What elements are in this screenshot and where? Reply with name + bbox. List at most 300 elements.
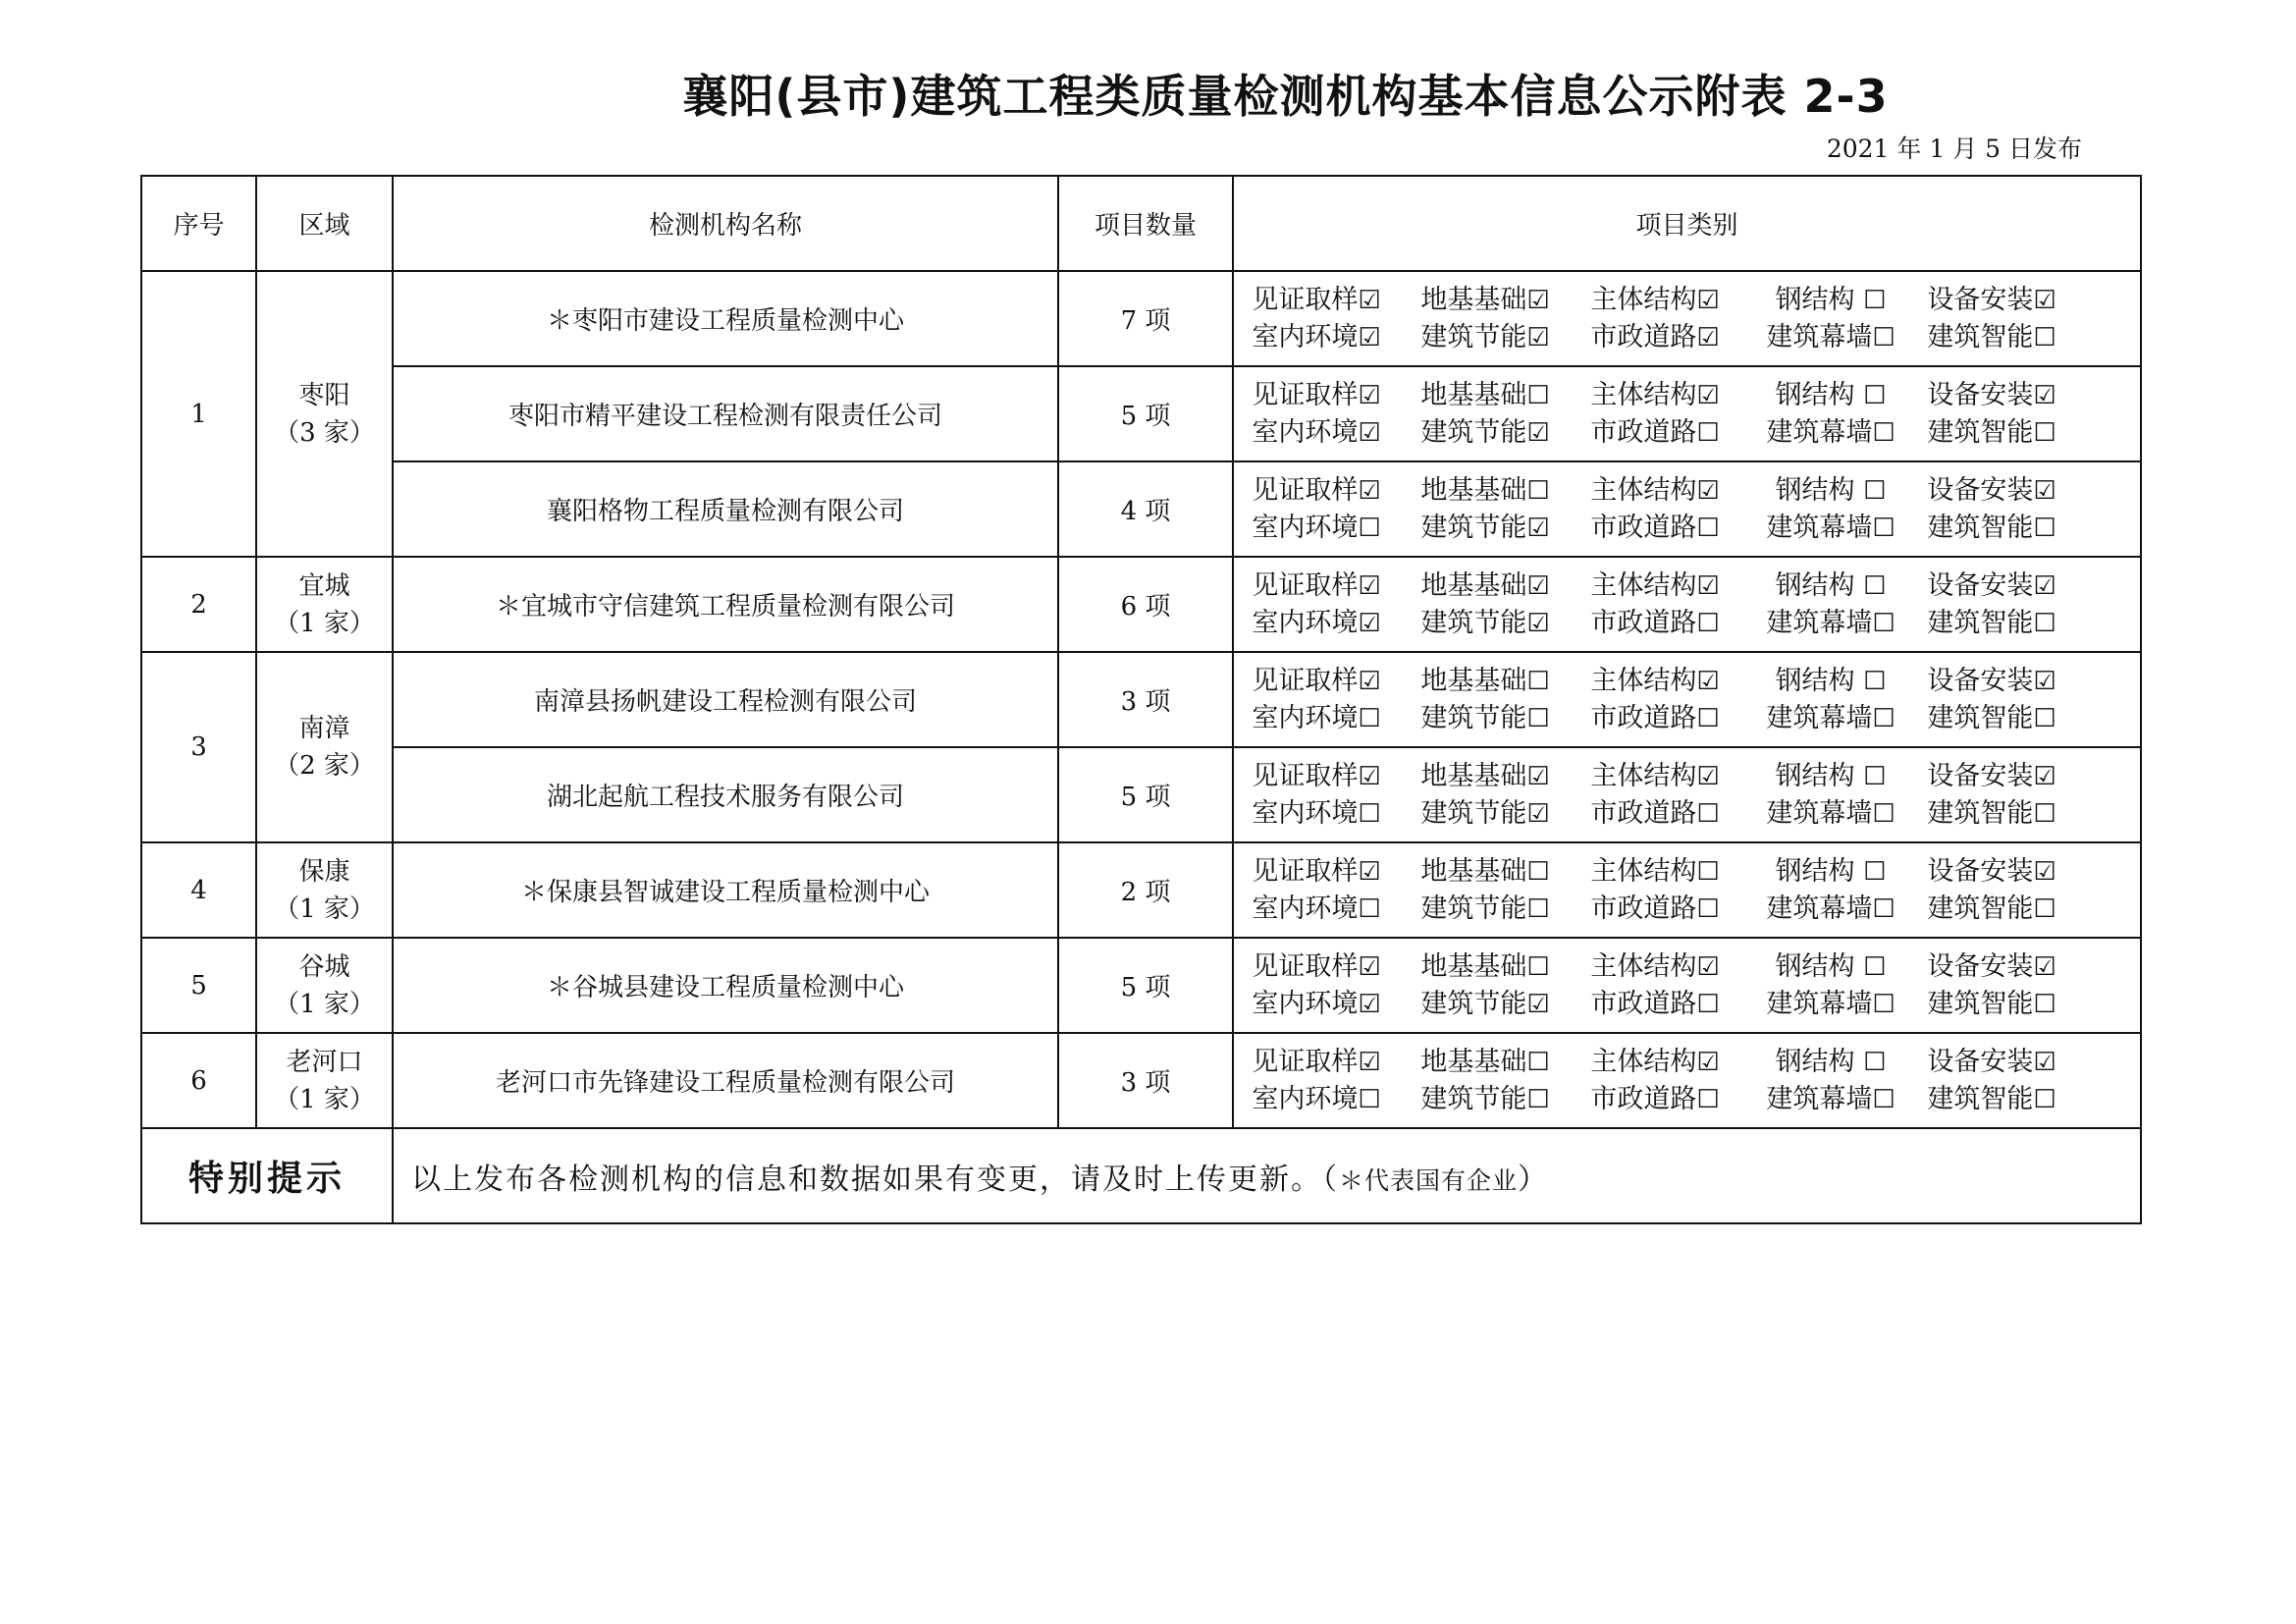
region-cell xyxy=(256,842,393,938)
category-item xyxy=(1399,665,1572,698)
category-label: 市政道路 xyxy=(1590,321,1697,352)
checked-box-icon: ☑ xyxy=(1526,322,1550,352)
checked-box-icon: ☑ xyxy=(1696,666,1720,696)
category-label: 室内环境 xyxy=(1252,416,1359,448)
category-label: 主体结构 xyxy=(1590,950,1697,982)
category-label: 室内环境 xyxy=(1252,321,1359,352)
checked-box-icon: ☑ xyxy=(1358,1047,1381,1077)
publish-date: 2021 年 1 月 5 日发布 xyxy=(1826,135,2082,163)
header-name: 检测机构名称 xyxy=(393,176,1058,271)
category-item xyxy=(1234,569,1399,603)
region-cell xyxy=(256,557,393,652)
region-count: （1 家） xyxy=(274,989,375,1019)
categories-cell xyxy=(1233,366,2141,461)
category-label: 建筑智能 xyxy=(1927,893,2034,924)
category-label: 钢结构 xyxy=(1775,1046,1864,1077)
categories-cell xyxy=(1233,271,2141,366)
category-label: 建筑智能 xyxy=(1927,988,2034,1019)
category-item xyxy=(1234,416,1399,450)
categories-grid xyxy=(1234,1046,2140,1116)
category-label: 建筑节能 xyxy=(1420,893,1527,924)
category-item xyxy=(1738,607,1923,640)
categories-grid xyxy=(1234,379,2140,450)
categories-cell xyxy=(1233,557,2141,652)
categories-grid xyxy=(1234,760,2140,831)
category-label: 建筑节能 xyxy=(1420,512,1527,543)
category-item xyxy=(1738,950,1923,984)
category-label: 建筑幕墙 xyxy=(1766,702,1873,733)
project-count: 6 项 xyxy=(1058,557,1233,652)
category-label: 钢结构 xyxy=(1775,665,1864,696)
category-item xyxy=(1399,284,1572,317)
category-item xyxy=(1923,607,2060,640)
category-item xyxy=(1923,665,2060,698)
category-label: 主体结构 xyxy=(1590,665,1697,696)
category-label: 主体结构 xyxy=(1590,855,1697,887)
region-count: （3 家） xyxy=(274,417,375,448)
category-item xyxy=(1923,474,2060,508)
category-label: 地基基础 xyxy=(1420,284,1527,315)
unchecked-box-icon: ☐ xyxy=(1358,893,1381,924)
region-count: （2 家） xyxy=(274,751,375,781)
checked-box-icon: ☑ xyxy=(2033,1047,2056,1077)
unchecked-box-icon: ☐ xyxy=(1526,475,1550,506)
institution-name: ＊保康县智诚建设工程质量检测中心 xyxy=(393,842,1058,938)
category-item xyxy=(1572,760,1738,793)
category-item xyxy=(1572,569,1738,603)
category-label: 见证取样 xyxy=(1252,474,1359,506)
unchecked-box-icon: ☐ xyxy=(1872,798,1896,829)
checked-box-icon: ☑ xyxy=(2033,570,2056,601)
state-owned-legend: ＊代表国有企业 xyxy=(1339,1165,1519,1195)
category-item xyxy=(1738,702,1923,735)
category-label: 主体结构 xyxy=(1590,379,1697,410)
region-name: 南漳 xyxy=(298,714,350,743)
category-label: 室内环境 xyxy=(1252,512,1359,543)
category-item xyxy=(1399,950,1572,984)
checked-box-icon: ☑ xyxy=(1358,608,1381,638)
category-item xyxy=(1234,474,1399,508)
category-item xyxy=(1738,855,1923,889)
categories-cell xyxy=(1233,747,2141,842)
category-item xyxy=(1572,702,1738,735)
table-row xyxy=(141,1033,2141,1128)
category-item xyxy=(1738,665,1923,698)
unchecked-box-icon: ☐ xyxy=(1696,608,1720,638)
category-label: 市政道路 xyxy=(1590,512,1697,543)
category-label: 设备安装 xyxy=(1927,474,2034,506)
category-label: 室内环境 xyxy=(1252,702,1359,733)
note-row xyxy=(141,1128,2141,1223)
unchecked-box-icon: ☐ xyxy=(1863,856,1887,887)
category-item xyxy=(1234,512,1399,545)
checked-box-icon: ☑ xyxy=(1696,951,1720,982)
checked-box-icon: ☑ xyxy=(1358,951,1381,982)
unchecked-box-icon: ☐ xyxy=(1872,322,1896,352)
unchecked-box-icon: ☐ xyxy=(1526,666,1550,696)
category-label: 建筑幕墙 xyxy=(1766,1083,1873,1114)
category-label: 钢结构 xyxy=(1775,569,1864,601)
category-item xyxy=(1572,607,1738,640)
category-label: 钢结构 xyxy=(1775,379,1864,410)
institutions-table xyxy=(140,175,2142,1224)
category-item xyxy=(1234,988,1399,1021)
category-item xyxy=(1738,760,1923,793)
seq-cell: 4 xyxy=(141,842,256,938)
category-label: 见证取样 xyxy=(1252,569,1359,601)
category-label: 地基基础 xyxy=(1420,379,1527,410)
unchecked-box-icon: ☐ xyxy=(1872,608,1896,638)
category-item xyxy=(1234,893,1399,926)
checked-box-icon: ☑ xyxy=(1526,570,1550,601)
region-name: 枣阳 xyxy=(298,380,350,410)
category-item xyxy=(1923,512,2060,545)
category-label: 市政道路 xyxy=(1590,1083,1697,1114)
category-item xyxy=(1234,950,1399,984)
categories-cell xyxy=(1233,652,2141,747)
category-item xyxy=(1923,855,2060,889)
unchecked-box-icon: ☐ xyxy=(2033,608,2056,638)
checked-box-icon: ☑ xyxy=(1526,417,1550,448)
unchecked-box-icon: ☐ xyxy=(1863,380,1887,410)
category-label: 钢结构 xyxy=(1775,855,1864,887)
category-item xyxy=(1923,702,2060,735)
unchecked-box-icon: ☐ xyxy=(1696,989,1720,1019)
checked-box-icon: ☑ xyxy=(2033,951,2056,982)
unchecked-box-icon: ☐ xyxy=(1358,513,1381,543)
categories-grid xyxy=(1234,855,2140,926)
category-item xyxy=(1399,760,1572,793)
unchecked-box-icon: ☐ xyxy=(2033,989,2056,1019)
category-item xyxy=(1923,569,2060,603)
category-label: 室内环境 xyxy=(1252,797,1359,829)
unchecked-box-icon: ☐ xyxy=(1863,761,1887,791)
region-count: （1 家） xyxy=(274,608,375,638)
region-count: （1 家） xyxy=(274,893,375,924)
category-label: 建筑节能 xyxy=(1420,702,1527,733)
category-item xyxy=(1923,379,2060,412)
region-cell xyxy=(256,652,393,842)
category-label: 钢结构 xyxy=(1775,760,1864,791)
unchecked-box-icon: ☐ xyxy=(2033,798,2056,829)
category-item xyxy=(1923,893,2060,926)
category-label: 地基基础 xyxy=(1420,665,1527,696)
category-item xyxy=(1572,855,1738,889)
table-row xyxy=(141,842,2141,938)
category-item xyxy=(1923,760,2060,793)
category-item xyxy=(1234,284,1399,317)
notice-close-paren: ） xyxy=(1518,1162,1550,1197)
checked-box-icon: ☑ xyxy=(1526,761,1550,791)
category-label: 建筑节能 xyxy=(1420,988,1527,1019)
category-item xyxy=(1234,1083,1399,1116)
unchecked-box-icon: ☐ xyxy=(1872,703,1896,733)
category-item xyxy=(1738,416,1923,450)
categories-grid xyxy=(1234,569,2140,640)
category-item xyxy=(1234,379,1399,412)
unchecked-box-icon: ☐ xyxy=(1696,513,1720,543)
category-label: 主体结构 xyxy=(1590,474,1697,506)
checked-box-icon: ☑ xyxy=(1696,380,1720,410)
unchecked-box-icon: ☐ xyxy=(1358,798,1381,829)
seq-cell: 2 xyxy=(141,557,256,652)
checked-box-icon: ☑ xyxy=(1696,761,1720,791)
category-item xyxy=(1738,893,1923,926)
category-label: 市政道路 xyxy=(1590,797,1697,829)
table-row xyxy=(141,557,2141,652)
institution-name: ＊谷城县建设工程质量检测中心 xyxy=(393,938,1058,1033)
category-item xyxy=(1399,512,1572,545)
category-label: 钢结构 xyxy=(1775,284,1864,315)
category-item xyxy=(1572,950,1738,984)
category-item xyxy=(1399,474,1572,508)
header-row xyxy=(141,176,2141,271)
category-item xyxy=(1399,1083,1572,1116)
category-label: 钢结构 xyxy=(1775,950,1864,982)
institution-name: 老河口市先锋建设工程质量检测有限公司 xyxy=(393,1033,1058,1128)
category-label: 地基基础 xyxy=(1420,569,1527,601)
checked-box-icon: ☑ xyxy=(1358,856,1381,887)
checked-box-icon: ☑ xyxy=(2033,285,2056,315)
category-label: 建筑幕墙 xyxy=(1766,607,1873,638)
category-item xyxy=(1738,379,1923,412)
document-title: 襄阳(县市)建筑工程类质量检测机构基本信息公示附表 2-3 xyxy=(682,70,1889,123)
category-label: 设备安装 xyxy=(1927,569,2034,601)
checked-box-icon: ☑ xyxy=(2033,856,2056,887)
category-label: 设备安装 xyxy=(1927,665,2034,696)
unchecked-box-icon: ☐ xyxy=(1526,856,1550,887)
category-label: 主体结构 xyxy=(1590,1046,1697,1077)
unchecked-box-icon: ☐ xyxy=(2033,322,2056,352)
categories-grid xyxy=(1234,665,2140,735)
unchecked-box-icon: ☐ xyxy=(1872,1084,1896,1114)
category-label: 市政道路 xyxy=(1590,893,1697,924)
category-label: 设备安装 xyxy=(1927,379,2034,410)
unchecked-box-icon: ☐ xyxy=(1872,893,1896,924)
seq-cell: 1 xyxy=(141,271,256,557)
category-item xyxy=(1923,416,2060,450)
unchecked-box-icon: ☐ xyxy=(1696,856,1720,887)
category-item xyxy=(1738,569,1923,603)
category-label: 设备安装 xyxy=(1927,950,2034,982)
header-region: 区域 xyxy=(256,176,393,271)
category-label: 建筑节能 xyxy=(1420,607,1527,638)
table-row xyxy=(141,652,2141,747)
checked-box-icon: ☑ xyxy=(1358,380,1381,410)
category-item xyxy=(1572,416,1738,450)
category-label: 建筑智能 xyxy=(1927,797,2034,829)
category-label: 主体结构 xyxy=(1590,760,1697,791)
checked-box-icon: ☑ xyxy=(1526,513,1550,543)
unchecked-box-icon: ☐ xyxy=(2033,1084,2056,1114)
special-notice-label: 特别提示 xyxy=(141,1128,393,1223)
category-item xyxy=(1572,665,1738,698)
checked-box-icon: ☑ xyxy=(1358,570,1381,601)
category-item xyxy=(1572,893,1738,926)
category-label: 建筑幕墙 xyxy=(1766,321,1873,352)
category-item xyxy=(1399,702,1572,735)
checked-box-icon: ☑ xyxy=(1526,285,1550,315)
region-name: 老河口 xyxy=(286,1047,363,1077)
region-count: （1 家） xyxy=(274,1084,375,1114)
category-label: 市政道路 xyxy=(1590,416,1697,448)
categories-grid xyxy=(1234,950,2140,1021)
category-item xyxy=(1399,569,1572,603)
project-count: 5 项 xyxy=(1058,938,1233,1033)
unchecked-box-icon: ☐ xyxy=(1696,417,1720,448)
unchecked-box-icon: ☐ xyxy=(2033,513,2056,543)
category-item xyxy=(1399,1046,1572,1079)
unchecked-box-icon: ☐ xyxy=(2033,417,2056,448)
category-item xyxy=(1738,988,1923,1021)
category-item xyxy=(1923,950,2060,984)
category-label: 建筑幕墙 xyxy=(1766,797,1873,829)
category-item xyxy=(1572,474,1738,508)
checked-box-icon: ☑ xyxy=(1358,666,1381,696)
unchecked-box-icon: ☐ xyxy=(1358,1084,1381,1114)
category-item xyxy=(1234,797,1399,831)
project-count: 4 项 xyxy=(1058,461,1233,557)
category-label: 室内环境 xyxy=(1252,988,1359,1019)
category-item xyxy=(1234,665,1399,698)
categories-cell xyxy=(1233,1033,2141,1128)
category-item xyxy=(1738,1083,1923,1116)
category-item xyxy=(1738,474,1923,508)
category-item xyxy=(1923,1046,2060,1079)
checked-box-icon: ☑ xyxy=(1358,285,1381,315)
category-label: 室内环境 xyxy=(1252,607,1359,638)
categories-cell xyxy=(1233,938,2141,1033)
category-item xyxy=(1399,797,1572,831)
unchecked-box-icon: ☐ xyxy=(1863,475,1887,506)
category-label: 市政道路 xyxy=(1590,607,1697,638)
checked-box-icon: ☑ xyxy=(1358,989,1381,1019)
header-categories: 项目类别 xyxy=(1233,176,2141,271)
category-label: 建筑智能 xyxy=(1927,607,2034,638)
category-item xyxy=(1923,284,2060,317)
category-label: 室内环境 xyxy=(1252,1083,1359,1114)
category-label: 设备安装 xyxy=(1927,760,2034,791)
category-item xyxy=(1399,893,1572,926)
category-item xyxy=(1234,1046,1399,1079)
category-label: 地基基础 xyxy=(1420,950,1527,982)
category-item xyxy=(1234,855,1399,889)
checked-box-icon: ☑ xyxy=(2033,666,2056,696)
category-label: 建筑智能 xyxy=(1927,512,2034,543)
categories-grid xyxy=(1234,284,2140,354)
category-item xyxy=(1399,855,1572,889)
region-cell xyxy=(256,938,393,1033)
category-label: 建筑智能 xyxy=(1927,702,2034,733)
category-label: 见证取样 xyxy=(1252,665,1359,696)
unchecked-box-icon: ☐ xyxy=(1696,703,1720,733)
category-label: 设备安装 xyxy=(1927,284,2034,315)
category-item xyxy=(1738,321,1923,354)
category-item xyxy=(1399,988,1572,1021)
region-name: 保康 xyxy=(298,856,350,887)
category-item xyxy=(1234,607,1399,640)
category-label: 见证取样 xyxy=(1252,855,1359,887)
category-item xyxy=(1234,760,1399,793)
unchecked-box-icon: ☐ xyxy=(1863,570,1887,601)
table-row xyxy=(141,366,2141,461)
special-notice-text xyxy=(393,1128,2141,1223)
unchecked-box-icon: ☐ xyxy=(1863,285,1887,315)
category-item xyxy=(1572,321,1738,354)
category-item xyxy=(1399,321,1572,354)
header-count: 项目数量 xyxy=(1058,176,1233,271)
category-label: 地基基础 xyxy=(1420,760,1527,791)
unchecked-box-icon: ☐ xyxy=(1872,417,1896,448)
category-item xyxy=(1923,988,2060,1021)
checked-box-icon: ☑ xyxy=(1696,285,1720,315)
project-count: 5 项 xyxy=(1058,366,1233,461)
checked-box-icon: ☑ xyxy=(1358,417,1381,448)
institution-name: ＊枣阳市建设工程质量检测中心 xyxy=(393,271,1058,366)
project-count: 3 项 xyxy=(1058,1033,1233,1128)
category-label: 主体结构 xyxy=(1590,284,1697,315)
category-label: 建筑节能 xyxy=(1420,321,1527,352)
category-label: 建筑智能 xyxy=(1927,321,2034,352)
category-item xyxy=(1738,512,1923,545)
institution-name: 襄阳格物工程质量检测有限公司 xyxy=(393,461,1058,557)
category-item xyxy=(1572,1083,1738,1116)
region-name: 谷城 xyxy=(298,951,350,982)
institution-name: ＊宜城市守信建筑工程质量检测有限公司 xyxy=(393,557,1058,652)
category-label: 建筑节能 xyxy=(1420,1083,1527,1114)
category-item xyxy=(1572,284,1738,317)
category-label: 建筑幕墙 xyxy=(1766,893,1873,924)
category-label: 建筑节能 xyxy=(1420,416,1527,448)
checked-box-icon: ☑ xyxy=(1526,989,1550,1019)
unchecked-box-icon: ☐ xyxy=(1526,1047,1550,1077)
institution-name: 湖北起航工程技术服务有限公司 xyxy=(393,747,1058,842)
seq-cell: 3 xyxy=(141,652,256,842)
checked-box-icon: ☑ xyxy=(1696,570,1720,601)
category-label: 市政道路 xyxy=(1590,988,1697,1019)
unchecked-box-icon: ☐ xyxy=(1863,1047,1887,1077)
seq-cell: 5 xyxy=(141,938,256,1033)
category-label: 见证取样 xyxy=(1252,284,1359,315)
project-count: 2 项 xyxy=(1058,842,1233,938)
checked-box-icon: ☑ xyxy=(1696,475,1720,506)
categories-cell xyxy=(1233,842,2141,938)
institution-name: 南漳县扬帆建设工程检测有限公司 xyxy=(393,652,1058,747)
unchecked-box-icon: ☐ xyxy=(1872,513,1896,543)
category-item xyxy=(1923,797,2060,831)
unchecked-box-icon: ☐ xyxy=(1526,893,1550,924)
unchecked-box-icon: ☐ xyxy=(1696,1084,1720,1114)
notice-body: 以上发布各检测机构的信息和数据如果有变更，请及时上传更新。（ xyxy=(411,1162,1339,1197)
region-name: 宜城 xyxy=(298,570,350,601)
category-item xyxy=(1234,702,1399,735)
category-label: 设备安装 xyxy=(1927,855,2034,887)
table-row xyxy=(141,461,2141,557)
checked-box-icon: ☑ xyxy=(1696,322,1720,352)
category-label: 建筑幕墙 xyxy=(1766,512,1873,543)
category-item xyxy=(1923,1083,2060,1116)
category-label: 建筑幕墙 xyxy=(1766,988,1873,1019)
category-label: 建筑幕墙 xyxy=(1766,416,1873,448)
checked-box-icon: ☑ xyxy=(1358,761,1381,791)
region-cell xyxy=(256,1033,393,1128)
category-label: 建筑智能 xyxy=(1927,416,2034,448)
category-label: 见证取样 xyxy=(1252,950,1359,982)
unchecked-box-icon: ☐ xyxy=(2033,893,2056,924)
checked-box-icon: ☑ xyxy=(1358,322,1381,352)
unchecked-box-icon: ☐ xyxy=(1358,703,1381,733)
categories-cell xyxy=(1233,461,2141,557)
